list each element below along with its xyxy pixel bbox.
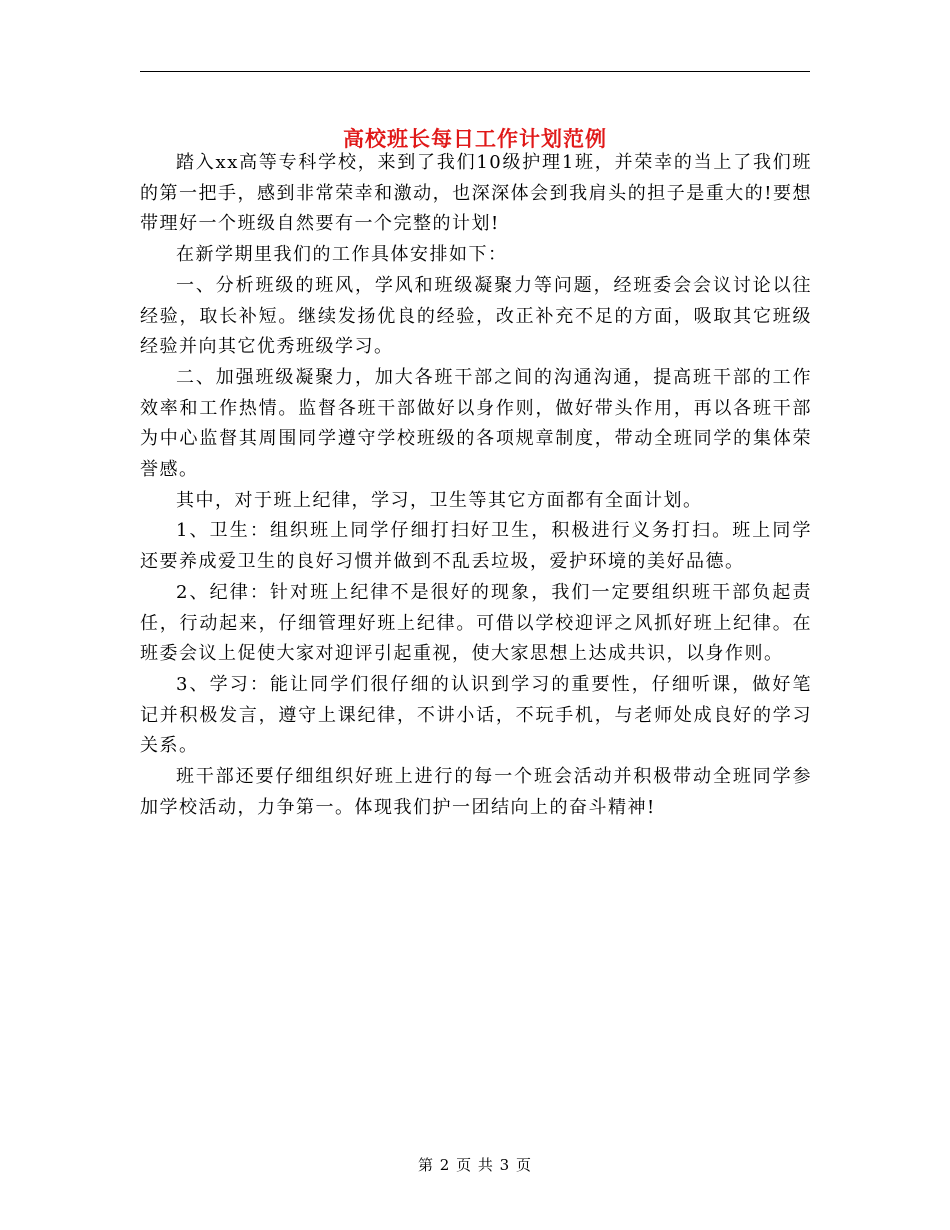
header-rule	[140, 71, 810, 72]
document-title: 高校班长每日工作计划范例	[343, 126, 607, 152]
document-body	[140, 148, 812, 823]
paragraph-study: 3、学习：能让同学们很仔细的认识到学习的重要性，仔细听课，做好笔记并积极发言，遵守上课纪律，不讲小话，不玩手机，与老师处成良好的学习关系。	[140, 673, 812, 757]
page-footer	[0, 1155, 950, 1175]
page-number: 第 2 页 共 3 页	[418, 1156, 532, 1174]
paragraph-item-two: 二、加强班级凝聚力，加大各班干部之间的沟通沟通，提高班干部的工作效率和工作热情。监督各班干部做好以身作则，做好带头作用，再以各班干部为中心监督其周围同学遵守学校班级的各项规章制度，带动全班同学的集体荣誉感。	[140, 366, 812, 481]
paragraph-arrangement: 在新学期里我们的工作具体安排如下：	[176, 244, 508, 266]
paragraph-conclusion: 班干部还要仔细组织好班上进行的每一个班会活动并积极带动全班同学参加学校活动，力争第一。体现我们护一团结向上的奋斗精神!	[140, 766, 812, 818]
paragraph-hygiene: 1、卫生：组织班上同学仔细打扫好卫生，积极进行义务打扫。班上同学还要养成爱卫生的良好习惯并做到不乱丢垃圾，爱护环境的美好品德。	[140, 520, 812, 573]
paragraph-discipline: 2、纪律：针对班上纪律不是很好的现象，我们一定要组织班干部负起责任，行动起来，仔细管理好班上纪律。可借以学校迎评之风抓好班上纪律。在班委会议上促使大家对迎评引起重视，使大家思想上达成共识，以身作则。	[140, 581, 812, 665]
paragraph-intro: 踏入xx高等专科学校，来到了我们10级护理1班，并荣幸的当上了我们班的第一把手，感到非常荣幸和激动，也深深体会到我肩头的担子是重大的!要想带理好一个班级自然要有一个完整的计划!	[140, 152, 812, 235]
paragraph-item-one: 一、分析班级的班风，学风和班级凝聚力等问题，经班委会会议讨论以往经验，取长补短。继续发扬优良的经验，改正补充不足的方面，吸取其它班级经验并向其它优秀班级学习。	[140, 274, 812, 358]
paragraph-overview: 其中，对于班上纪律，学习，卫生等其它方面都有全面计划。	[176, 489, 703, 511]
